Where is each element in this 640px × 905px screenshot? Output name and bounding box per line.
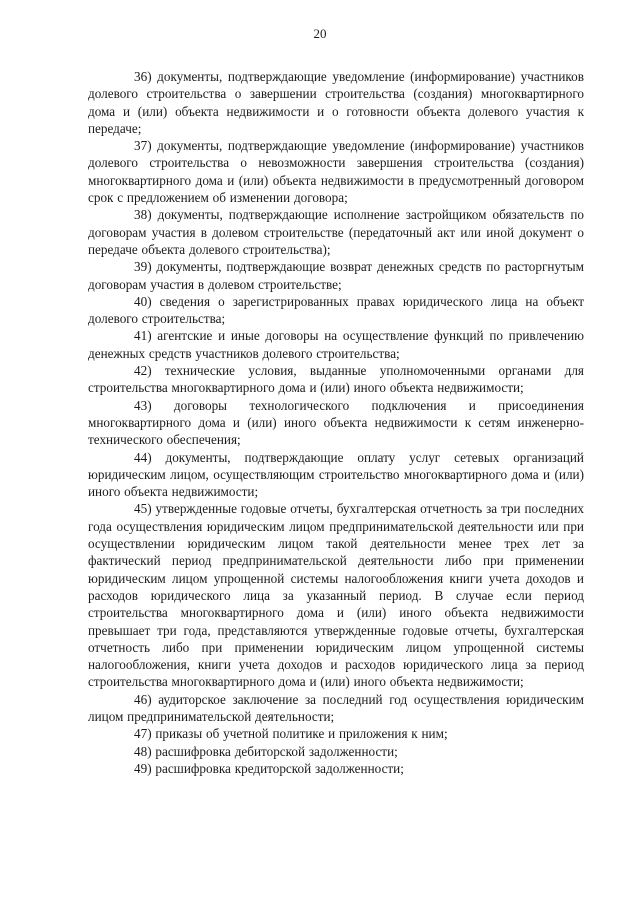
list-item-42: 42) технические условия, выданные уполномоченными органами для строительства многоквартирного дома и (или) иного объекта недвижимости; xyxy=(88,363,584,396)
list-item-44: 44) документы, подтверждающие оплату услуг сетевых организаций юридическим лицом, осуществляющим строительство многоквартирного дома и (или) иного объекта недвижимости; xyxy=(88,449,584,500)
list-item-38: 38) документы, подтверждающие исполнение застройщиком обязательств по договорам участия в долевом строительстве (передаточный акт или иной документ о передаче объекта долевого строительства); xyxy=(88,207,584,257)
document-body xyxy=(88,68,584,777)
list-item-47: 47) приказы об учетной политике и приложения к ним; xyxy=(134,726,448,742)
page-number: 20 xyxy=(313,26,327,41)
list-item-48: 48) расшифровка дебиторской задолженности; xyxy=(134,743,398,759)
list-item-43: 43) договоры технологического подключения и присоединения многоквартирного дома и (или) иного объекта недвижимости к сетям инженерно-технического обеспечения; xyxy=(88,397,584,448)
list-item-36: 36) документы, подтверждающие уведомление (информирование) участников долевого строительства о завершении строительства (создания) многоквартирного дома и (или) объекта недвижимости и о готовности объекта долевого участия к передаче; xyxy=(88,69,584,136)
list-item-49: 49) расшифровка кредиторской задолженности; xyxy=(134,760,404,776)
list-item-40: 40) сведения о зарегистрированных правах юридического лица на объект долевого строительства; xyxy=(88,293,584,327)
list-item-39: 39) документы, подтверждающие возврат денежных средств по расторгнутым договорам участия в долевом строительстве; xyxy=(88,259,584,292)
list-item-37: 37) документы, подтверждающие уведомление (информирование) участников долевого строительства о невозможности завершения строительства (создания) многоквартирного дома и (или) объекта недвижимости в предусмотренный договором срок с предложением об изменении договора; xyxy=(88,138,584,206)
list-item-41: 41) агентские и иные договоры на осуществление функций по привлечению денежных средств участников долевого строительства; xyxy=(88,328,584,361)
list-item-46: 46) аудиторское заключение за последний год осуществления юридическим лицом предпринимательской деятельности; xyxy=(88,691,584,724)
list-item-45: 45) утвержденные годовые отчеты, бухгалтерская отчетность за три последних года осуществления юридическим лицом предпринимательской деятельности или при осуществлении юридическим лицом такой деятельности менее трех лет за фактический период предпринимательской деятельности либо при применении юридическим лицом упрощенной системы налогообложения книги учета доходов и расходов юридического лица за указанный период. В случае если период строительства многоквартирного дома и (или) иного объекта недвижимости превышает три года, представляются утвержденные годовые отчеты, бухгалтерская отчетность либо при применении юридическим лицом упрощенной системы налогообложения, книги учета доходов и расходов юридического лица за период строительства многоквартирного дома и (или) иного объекта недвижимости; xyxy=(88,501,584,690)
